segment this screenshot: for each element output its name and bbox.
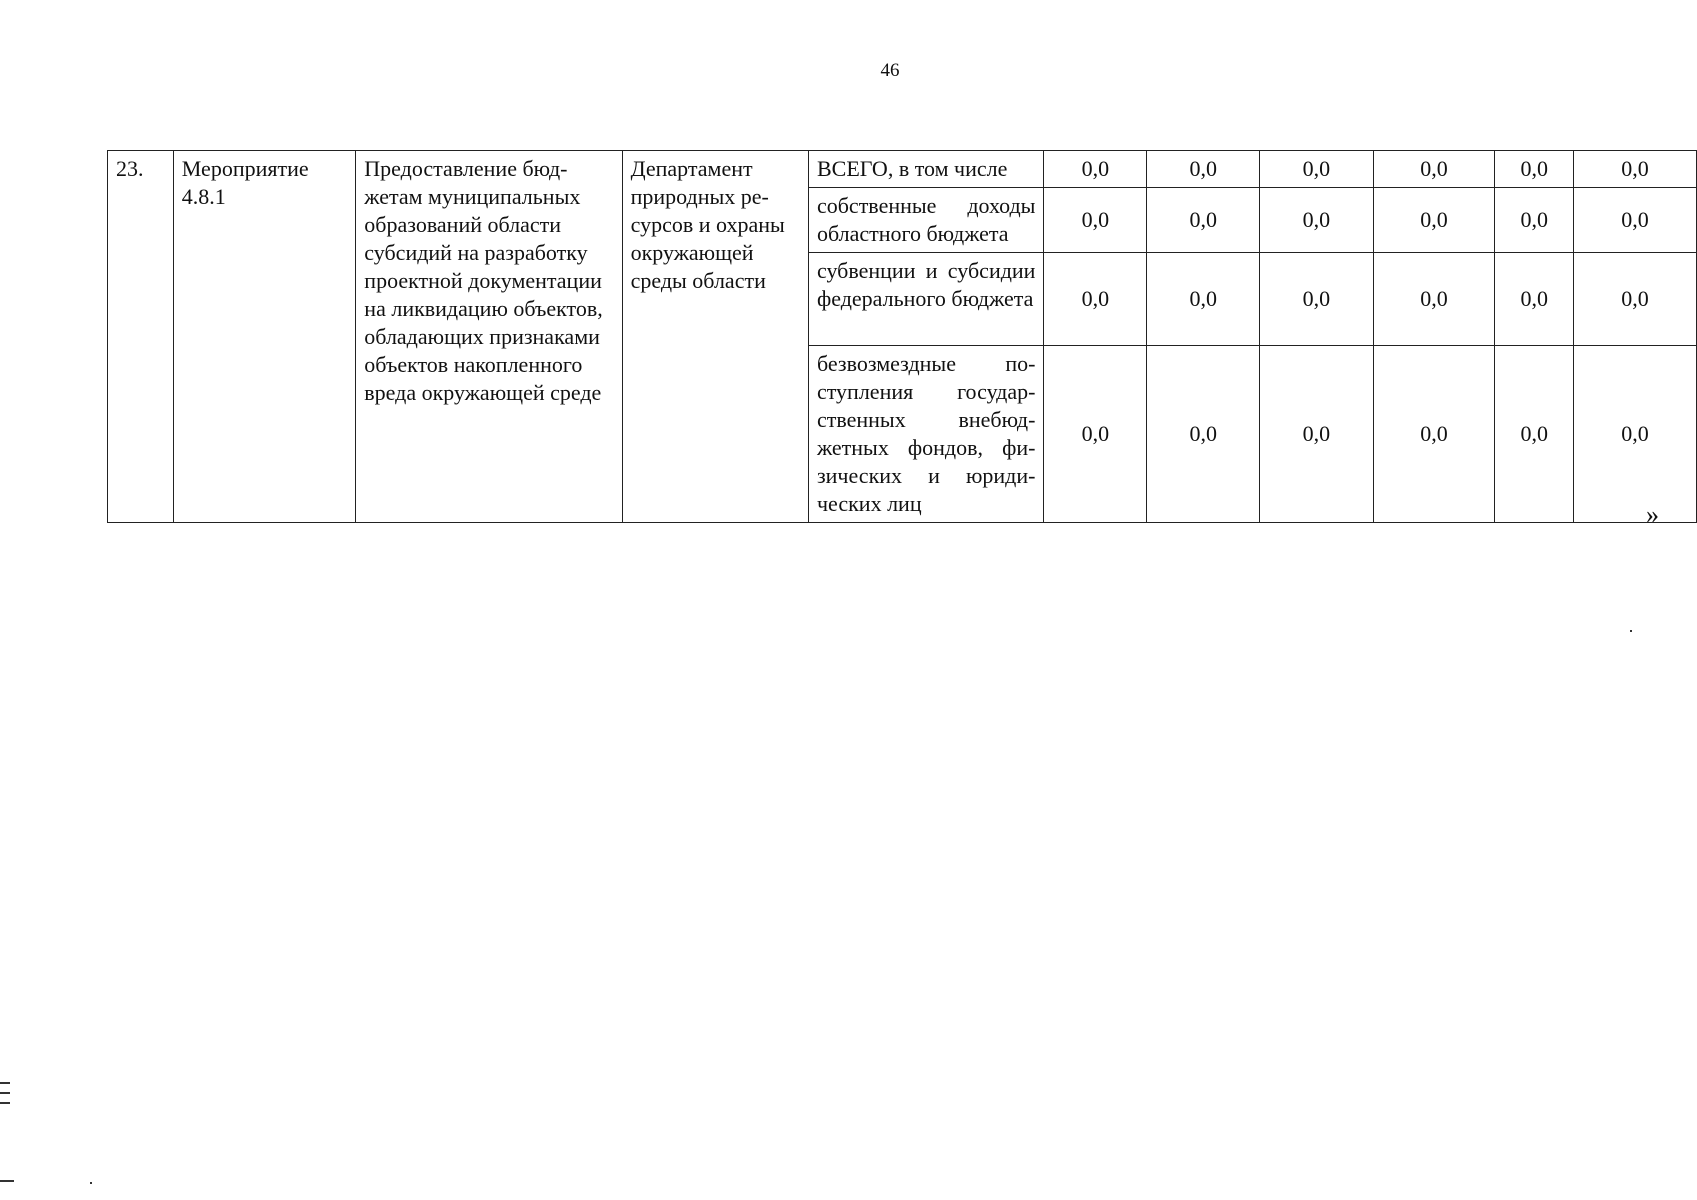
value-cell: 0,0 [1147, 188, 1260, 253]
scan-artifact [0, 1082, 10, 1084]
funding-table [107, 150, 1697, 523]
event-description-cell: Предоставление бюджетам муниципальных образований области субсидий на разработку проектной документации на ликвидацию объектов, обладающих признаками объектов накопленного вреда окружающей среде [356, 151, 622, 523]
value-cell: 0,0 [1260, 253, 1373, 346]
scan-artifact [0, 1102, 10, 1104]
value-cell: 0,0 [1373, 346, 1495, 523]
value-cell: 0,0 [1574, 253, 1697, 346]
value-cell: 0,0 [1373, 253, 1495, 346]
value-cell: 0,0 [1044, 151, 1147, 188]
value-cell: 0,0 [1044, 346, 1147, 523]
scan-artifact [0, 1092, 10, 1094]
value-cell: 0,0 [1495, 346, 1574, 523]
value-cell: 0,0 [1147, 253, 1260, 346]
value-cell: 0,0 [1260, 346, 1373, 523]
responsible-executor-cell: Департамент природных ресурсов и охраны окружающей среды области [622, 151, 808, 523]
page-number: 46 [880, 60, 900, 81]
value-cell: 0,0 [1044, 253, 1147, 346]
value-cell: 0,0 [1260, 188, 1373, 253]
value-cell: 0,0 [1044, 188, 1147, 253]
table-row [108, 151, 1697, 188]
funding-source-cell: собственные доходы областного бюджета [808, 188, 1044, 253]
value-cell: 0,0 [1495, 151, 1574, 188]
value-cell: 0,0 [1147, 151, 1260, 188]
event-name-cell: Мероприятие 4.8.1 [173, 151, 356, 523]
value-cell: 0,0 [1574, 151, 1697, 188]
row-number-cell: 23. [108, 151, 174, 523]
value-cell: 0,0 [1373, 151, 1495, 188]
scan-artifact [90, 1182, 92, 1184]
funding-source-cell: субвенции и субсидии федерального бюджета [808, 253, 1044, 346]
value-cell: 0,0 [1147, 346, 1260, 523]
funding-source-cell: безвозмездные поступления государственных внебюджетных фондов, физических и юридических лиц [808, 346, 1044, 523]
value-cell: 0,0 [1574, 188, 1697, 253]
funding-source-cell: ВСЕГО, в том числе [808, 151, 1044, 188]
closing-quote-mark: » [1646, 500, 1659, 529]
value-cell: 0,0 [1260, 151, 1373, 188]
value-cell: 0,0 [1495, 188, 1574, 253]
scan-artifact [1630, 630, 1632, 632]
scan-artifact [0, 1180, 14, 1182]
value-cell: 0,0 [1495, 253, 1574, 346]
value-cell: 0,0 [1373, 188, 1495, 253]
value-cell: 0,0 [1574, 346, 1697, 523]
